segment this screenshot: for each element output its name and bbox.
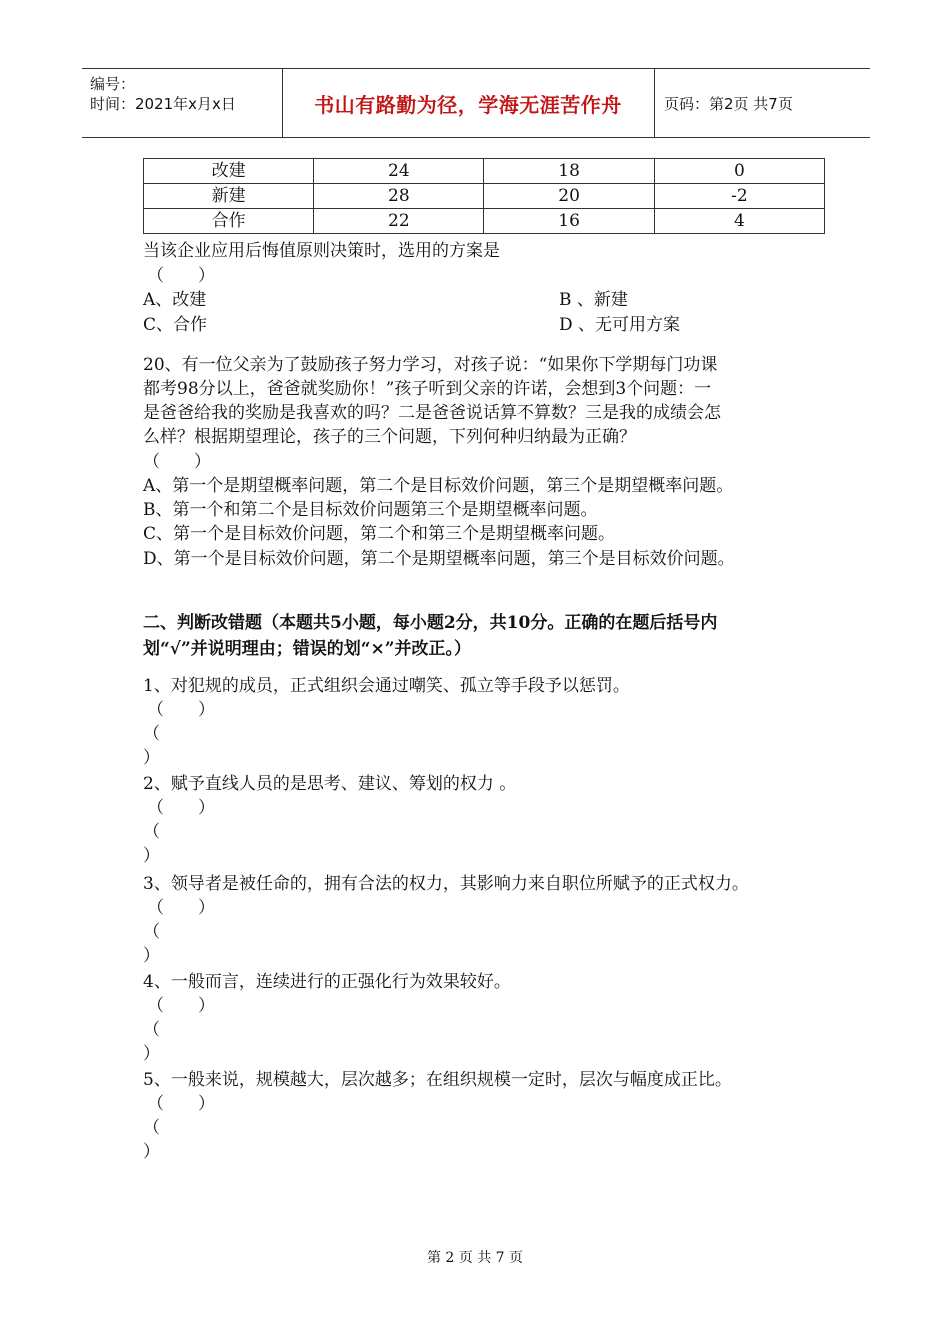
table-row bbox=[144, 184, 825, 209]
section2-heading: 二、判断改错题（本题共5小题，每小题2分，共10分。正确的在题后括号内 bbox=[143, 613, 718, 633]
table-cell: 合作 bbox=[144, 209, 314, 234]
judgment-item-close: ） bbox=[143, 1044, 160, 1064]
q19-answer-paren: （ ） bbox=[147, 266, 215, 286]
q19-stem: 当该企业应用后悔值原则决策时，选用的方案是 bbox=[143, 241, 500, 261]
judgment-item-open: （ bbox=[143, 1118, 160, 1138]
q20-option-c: C、第一个是目标效价问题，第二个和第三个是期望概率问题。 bbox=[143, 524, 616, 544]
header-right-cell bbox=[654, 69, 870, 137]
judgment-item-open: （ bbox=[143, 724, 160, 744]
date-label: 时间：2021年x月x日 bbox=[90, 95, 236, 113]
judgment-item-text: 2、赋予直线人员的是思考、建议、筹划的权力 。 bbox=[143, 774, 517, 794]
judgment-item-paren: （ ） bbox=[147, 798, 215, 818]
judgment-item-paren: （ ） bbox=[147, 996, 215, 1016]
judgment-item-open: （ bbox=[143, 922, 160, 942]
q20-line: 20、有一位父亲为了鼓励孩子努力学习，对孩子说：“如果你下学期每门功课 bbox=[143, 355, 718, 375]
table-cell: 0 bbox=[654, 159, 824, 184]
decision-table bbox=[143, 158, 825, 234]
q20-answer-paren: （ ） bbox=[143, 452, 211, 472]
table-cell: 4 bbox=[654, 209, 824, 234]
table-cell: 改建 bbox=[144, 159, 314, 184]
judgment-item-open: （ bbox=[143, 822, 160, 842]
q19-option-c: C、合作 bbox=[143, 315, 208, 335]
motto: 书山有路勤为径，学海无涯苦作舟 bbox=[314, 93, 622, 117]
q19-option-d: D 、无可用方案 bbox=[559, 315, 681, 335]
judgment-item-text: 1、对犯规的成员，正式组织会通过嘲笑、孤立等手段予以惩罚。 bbox=[143, 676, 630, 696]
judgment-item-paren: （ ） bbox=[147, 1094, 215, 1114]
page-footer: 第 2 页 共 7 页 bbox=[426, 1250, 524, 1266]
q20-line: 都考98分以上，爸爸就奖励你！”孩子听到父亲的许诺，会想到3个问题：一 bbox=[143, 379, 712, 399]
q19-option-b: B 、新建 bbox=[559, 290, 628, 310]
header-center-cell bbox=[282, 69, 655, 137]
page-header bbox=[82, 68, 870, 138]
table-cell: -2 bbox=[654, 184, 824, 209]
q20-line: 么样？根据期望理论，孩子的三个问题，下列何种归纳最为正确？ bbox=[143, 427, 636, 447]
q20-option-a: A、第一个是期望概率问题，第二个是目标效价问题，第三个是期望概率问题。 bbox=[143, 476, 734, 496]
q20-option-d: D、第一个是目标效价问题，第二个是期望概率问题，第三个是目标效价问题。 bbox=[143, 549, 735, 569]
serial-label: 编号： bbox=[90, 75, 136, 93]
table-row bbox=[144, 159, 825, 184]
judgment-item-text: 4、一般而言，连续进行的正强化行为效果较好。 bbox=[143, 972, 511, 992]
table-row bbox=[144, 209, 825, 234]
judgment-item-text: 3、领导者是被任命的，拥有合法的权力，其影响力来自职位所赋予的正式权力。 bbox=[143, 874, 749, 894]
judgment-item-paren: （ ） bbox=[147, 898, 215, 918]
table-cell: 24 bbox=[314, 159, 484, 184]
judgment-item-close: ） bbox=[143, 748, 160, 768]
q20-line: 是爸爸给我的奖励是我喜欢的吗？二是爸爸说话算不算数？三是我的成绩会怎 bbox=[143, 403, 721, 423]
section2-heading-cont: 划“√”并说明理由；错误的划“×”并改正。） bbox=[143, 639, 472, 659]
table-cell: 28 bbox=[314, 184, 484, 209]
table-cell: 22 bbox=[314, 209, 484, 234]
table-cell: 20 bbox=[484, 184, 654, 209]
judgment-item-close: ） bbox=[143, 846, 160, 866]
table-cell: 16 bbox=[484, 209, 654, 234]
judgment-item-close: ） bbox=[143, 946, 160, 966]
judgment-item-open: （ bbox=[143, 1020, 160, 1040]
judgment-item-text: 5、一般来说，规模越大，层次越多；在组织规模一定时，层次与幅度成正比。 bbox=[143, 1070, 732, 1090]
judgment-item-paren: （ ） bbox=[147, 700, 215, 720]
page-label: 页码：第2页 共7页 bbox=[664, 95, 793, 113]
judgment-item-close: ） bbox=[143, 1142, 160, 1162]
table-cell: 新建 bbox=[144, 184, 314, 209]
table-cell: 18 bbox=[484, 159, 654, 184]
header-left-cell bbox=[82, 69, 283, 137]
q19-option-a: A、改建 bbox=[143, 290, 207, 310]
q20-option-b: B、第一个和第二个是目标效价问题第三个是期望概率问题。 bbox=[143, 500, 598, 520]
